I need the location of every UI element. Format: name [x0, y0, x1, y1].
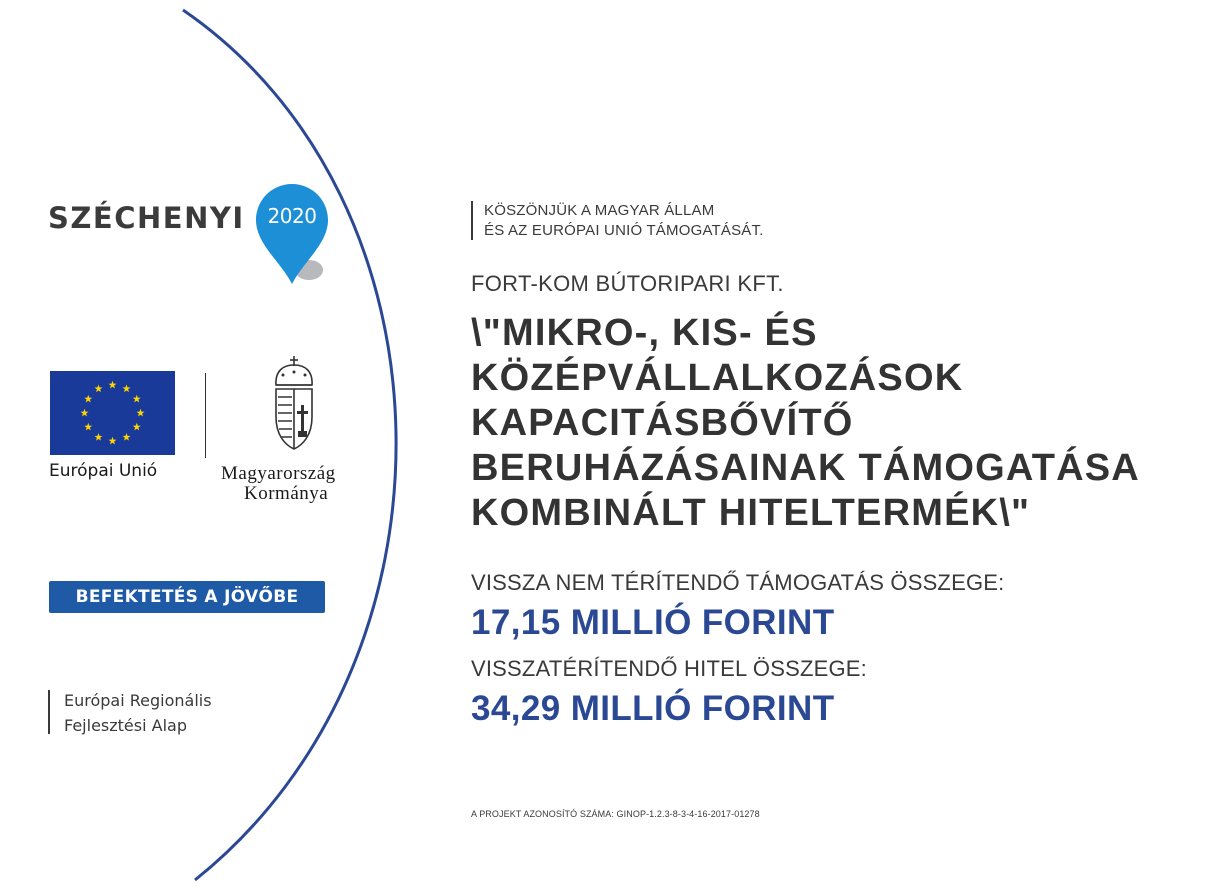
fund-name-line2: Fejlesztési Alap [64, 716, 187, 735]
logo-divider [205, 373, 206, 458]
government-label-line2: Kormánya [244, 483, 329, 504]
grant-amount: 17,15 MILLIÓ FORINT [471, 603, 835, 642]
project-id: A PROJEKT AZONOSÍTÓ SZÁMA: GINOP-1.2.3-8-3-4-16-2017-01278 [471, 809, 760, 819]
szechenyi-year: 2020 [267, 204, 317, 228]
thanks-divider [471, 201, 473, 240]
company-name: FORT-KOM BÚTORIPARI KFT. [471, 271, 784, 296]
government-label-line1: Magyarország [221, 463, 336, 484]
invest-badge: BEFEKTETÉS A JÖVŐBE [49, 581, 325, 613]
loan-label: VISSZATÉRÍTENDŐ HITEL ÖSSZEGE: [471, 656, 867, 681]
fund-name-line1: Európai Regionális [64, 691, 212, 710]
eu-flag-icon [50, 371, 175, 455]
project-title-line: BERUHÁZÁSAINAK TÁMOGATÁSA [471, 447, 1140, 489]
szechenyi-logo-text: SZÉCHENYI [48, 201, 245, 235]
project-title-line: \"MIKRO-, KIS- ÉS [471, 312, 818, 354]
project-title-line: KÖZÉPVÁLLALKOZÁSOK [471, 357, 964, 399]
project-title [471, 311, 1140, 536]
grant-label: VISSZA NEM TÉRÍTENDŐ TÁMOGATÁS ÖSSZEGE: [471, 570, 1005, 595]
fund-divider [48, 690, 50, 734]
thanks-line2: ÉS AZ EURÓPAI UNIÓ TÁMOGATÁSÁT. [484, 222, 764, 239]
loan-amount: 34,29 MILLIÓ FORINT [471, 689, 835, 728]
project-title-line: KOMBINÁLT HITELTERMÉK\" [471, 492, 1031, 534]
location-pin-2020-icon [255, 184, 335, 288]
eu-label: Európai Unió [49, 461, 158, 481]
hungarian-coat-of-arms-icon [271, 355, 319, 453]
thanks-line1: KÖSZÖNJÜK A MAGYAR ÁLLAM [484, 202, 715, 219]
project-title-line: KAPACITÁSBŐVÍTŐ [471, 402, 854, 444]
